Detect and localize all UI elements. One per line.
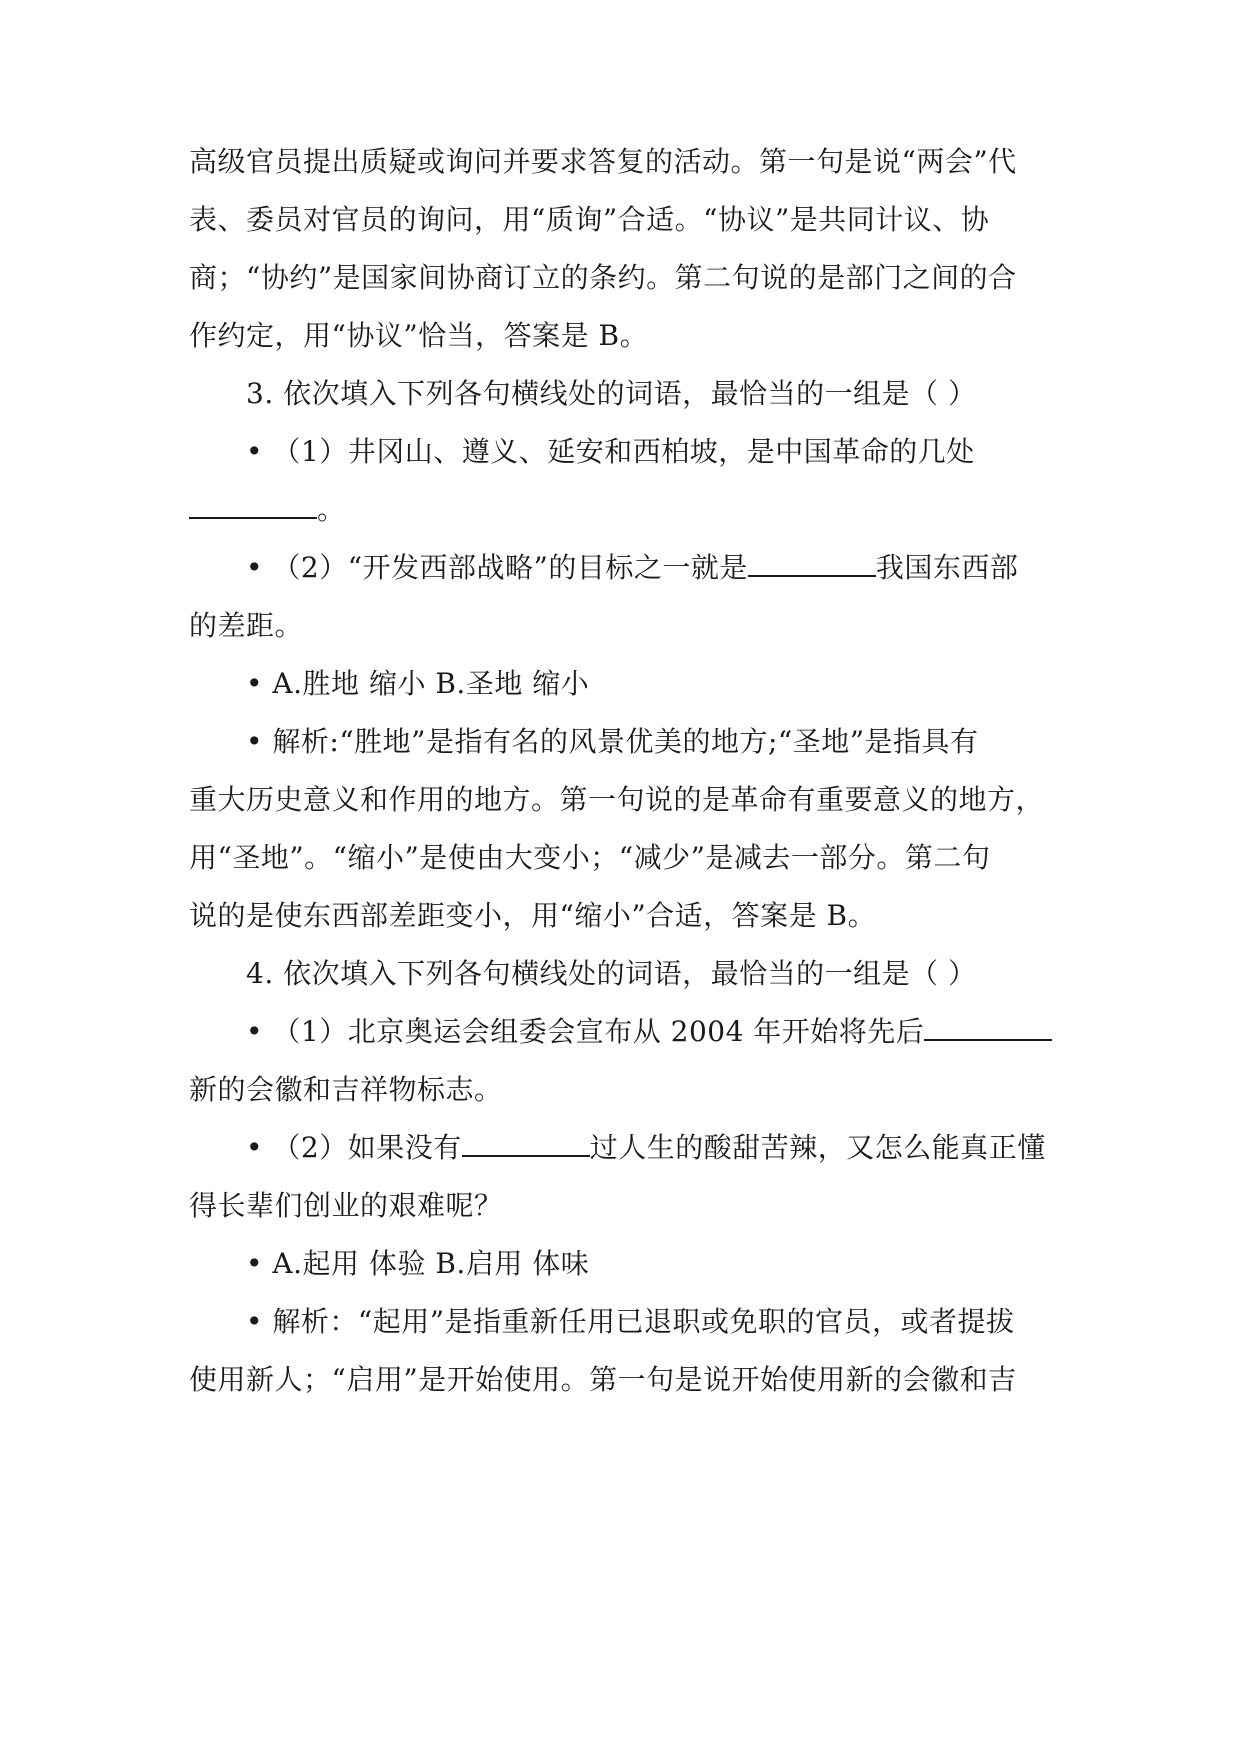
question-4-item-1-continuation: 新的会徽和吉祥物标志。: [189, 1073, 503, 1106]
question-3-item-2: [246, 548, 1018, 588]
fill-in-blank: [924, 1013, 1052, 1041]
question-3-options: • A.胜地 缩小 B.圣地 缩小: [246, 667, 590, 700]
question-3-item-1-continuation: [189, 490, 346, 530]
question-3-item-2-continuation: 的差距。: [189, 609, 304, 642]
fill-in-blank: [462, 1129, 590, 1157]
period-text: 。: [317, 493, 346, 526]
item-2-prefix: • （2）“开发西部战略”的目标之一就是: [246, 551, 748, 584]
paragraph-line: 说的是使东西部差距变小，用“缩小”合适，答案是 B。: [189, 899, 877, 932]
paragraph-line: 作约定，用“协议”恰当，答案是 B。: [189, 319, 649, 352]
paragraph-line: 用“圣地”。“缩小”是使由大变小；“减少”是减去一部分。第二句: [189, 841, 991, 874]
question-4-title: 4. 依次填入下列各句横线处的词语，最恰当的一组是（ ）: [246, 957, 977, 990]
question-3-item-1: • （1）井冈山、遵义、延安和西柏坡，是中国革命的几处: [246, 435, 975, 468]
fill-in-blank: [189, 491, 317, 519]
question-4-item-2: [246, 1128, 1046, 1168]
question-3-title: 3. 依次填入下列各句横线处的词语，最恰当的一组是（ ）: [246, 377, 977, 410]
item-2-prefix: • （2）如果没有: [246, 1131, 462, 1164]
item-2-suffix: 过人生的酸甜苦辣，又怎么能真正懂: [589, 1131, 1046, 1164]
item-1-prefix: • （1）北京奥运会组委会宣布从 2004 年开始将先后: [246, 1015, 925, 1048]
paragraph-line: 高级官员提出质疑或询问并要求答复的活动。第一句是说“两会”代: [189, 145, 1017, 178]
fill-in-blank: [748, 549, 876, 577]
question-4-options: • A.起用 体验 B.启用 体味: [246, 1247, 590, 1280]
question-4-item-1: [246, 1012, 1052, 1052]
question-4-item-2-continuation: 得长辈们创业的艰难呢？: [189, 1189, 503, 1222]
question-4-analysis: • 解析：“起用”是指重新任用已退职或免职的官员，或者提拔: [246, 1305, 1015, 1338]
paragraph-line: 重大历史意义和作用的地方。第一句说的是革命有重要意义的地方，: [189, 783, 1045, 816]
paragraph-line: 使用新人；“启用”是开始使用。第一句是说开始使用新的会徽和吉: [189, 1363, 1017, 1396]
paragraph-line: 商；“协约”是国家间协商订立的条约。第二句说的是部门之间的合: [189, 261, 1017, 294]
item-2-suffix: 我国东西部: [875, 551, 1019, 584]
paragraph-line: 表、委员对官员的询问，用“质询”合适。“协议”是共同计议、协: [189, 203, 990, 236]
question-3-analysis: • 解析:“胜地”是指有名的风景优美的地方;“圣地”是指具有: [246, 725, 979, 758]
